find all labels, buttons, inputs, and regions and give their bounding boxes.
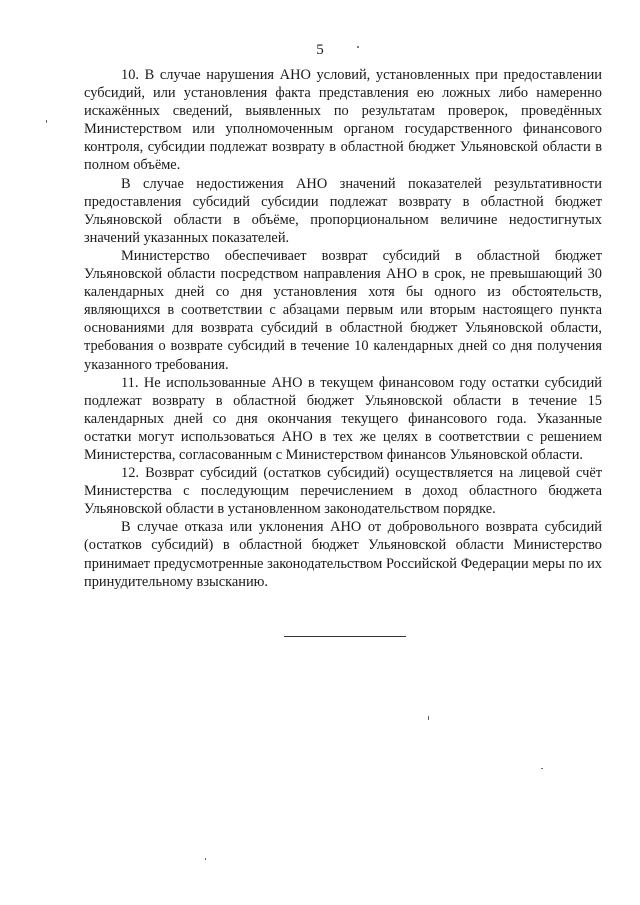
- page-number: 5: [316, 42, 324, 58]
- end-separator-line: [284, 636, 406, 637]
- scan-speck: [428, 716, 429, 720]
- paragraph-10-underachievement: В случае недостижения АНО значений показателей результативности предоставления субсидий субсидии подлежат возврату в областной бюджет Ульяновской области в объёме, пропорциональном величине недостигнутых значений указанных показателей.: [84, 175, 602, 246]
- document-body: [84, 66, 602, 591]
- paragraph-11: 11. Не использованные АНО в текущем финансовом году остатки субсидий подлежат возврату в областной бюджет Ульяновской области в течение 15 календарных дней со дня окончания текущего финансового года. Указанные остатки могут использоваться АНО в тех же целях в соответствии с решением Министерства, согласованным с Министерством финансов Ульяновской области.: [84, 374, 602, 463]
- paragraph-12: 12. Возврат субсидий (остатков субсидий) осуществляется на лицевой счёт Министерства с последующим перечислением в доход областного бюджета Ульяновской области в установленном законодательством порядке.: [84, 465, 602, 518]
- paragraph-12-enforcement: В случае отказа или уклонения АНО от добровольного возврата субсидий (остатков субсидий) в областной бюджет Ульяновской области Министерство принимает предусмотренные законодательством Российской Федерации меры по их принудительному взысканию.: [84, 519, 602, 590]
- scan-speck: [541, 768, 543, 769]
- scan-speck: [46, 120, 47, 123]
- scan-speck: [357, 46, 359, 48]
- scan-speck: [205, 858, 206, 860]
- paragraph-10: 10. В случае нарушения АНО условий, установленных при предоставлении субсидий, или установления факта представления ею ложных либо намеренно искажённых сведений, выявленных по результатам проверок, проведённых Министерством или уполномоченным органом государственного финансового контроля, субсидии подлежат возврату в областной бюджет Ульяновской области в полном объёме.: [84, 67, 602, 174]
- paragraph-10-return-procedure: Министерство обеспечивает возврат субсидий в областной бюджет Ульяновской области посредством направления АНО в срок, не превышающий 30 календарных дней со дня установления хотя бы одного из обстоятельств, являющихся в соответствии с абзацами первым или вторым настоящего пункта основаниями для возврата субсидий в областной бюджет Ульяновской области, требования о возврате субсидий в течение 10 календарных дней со дня получения указанного требования.: [84, 247, 602, 373]
